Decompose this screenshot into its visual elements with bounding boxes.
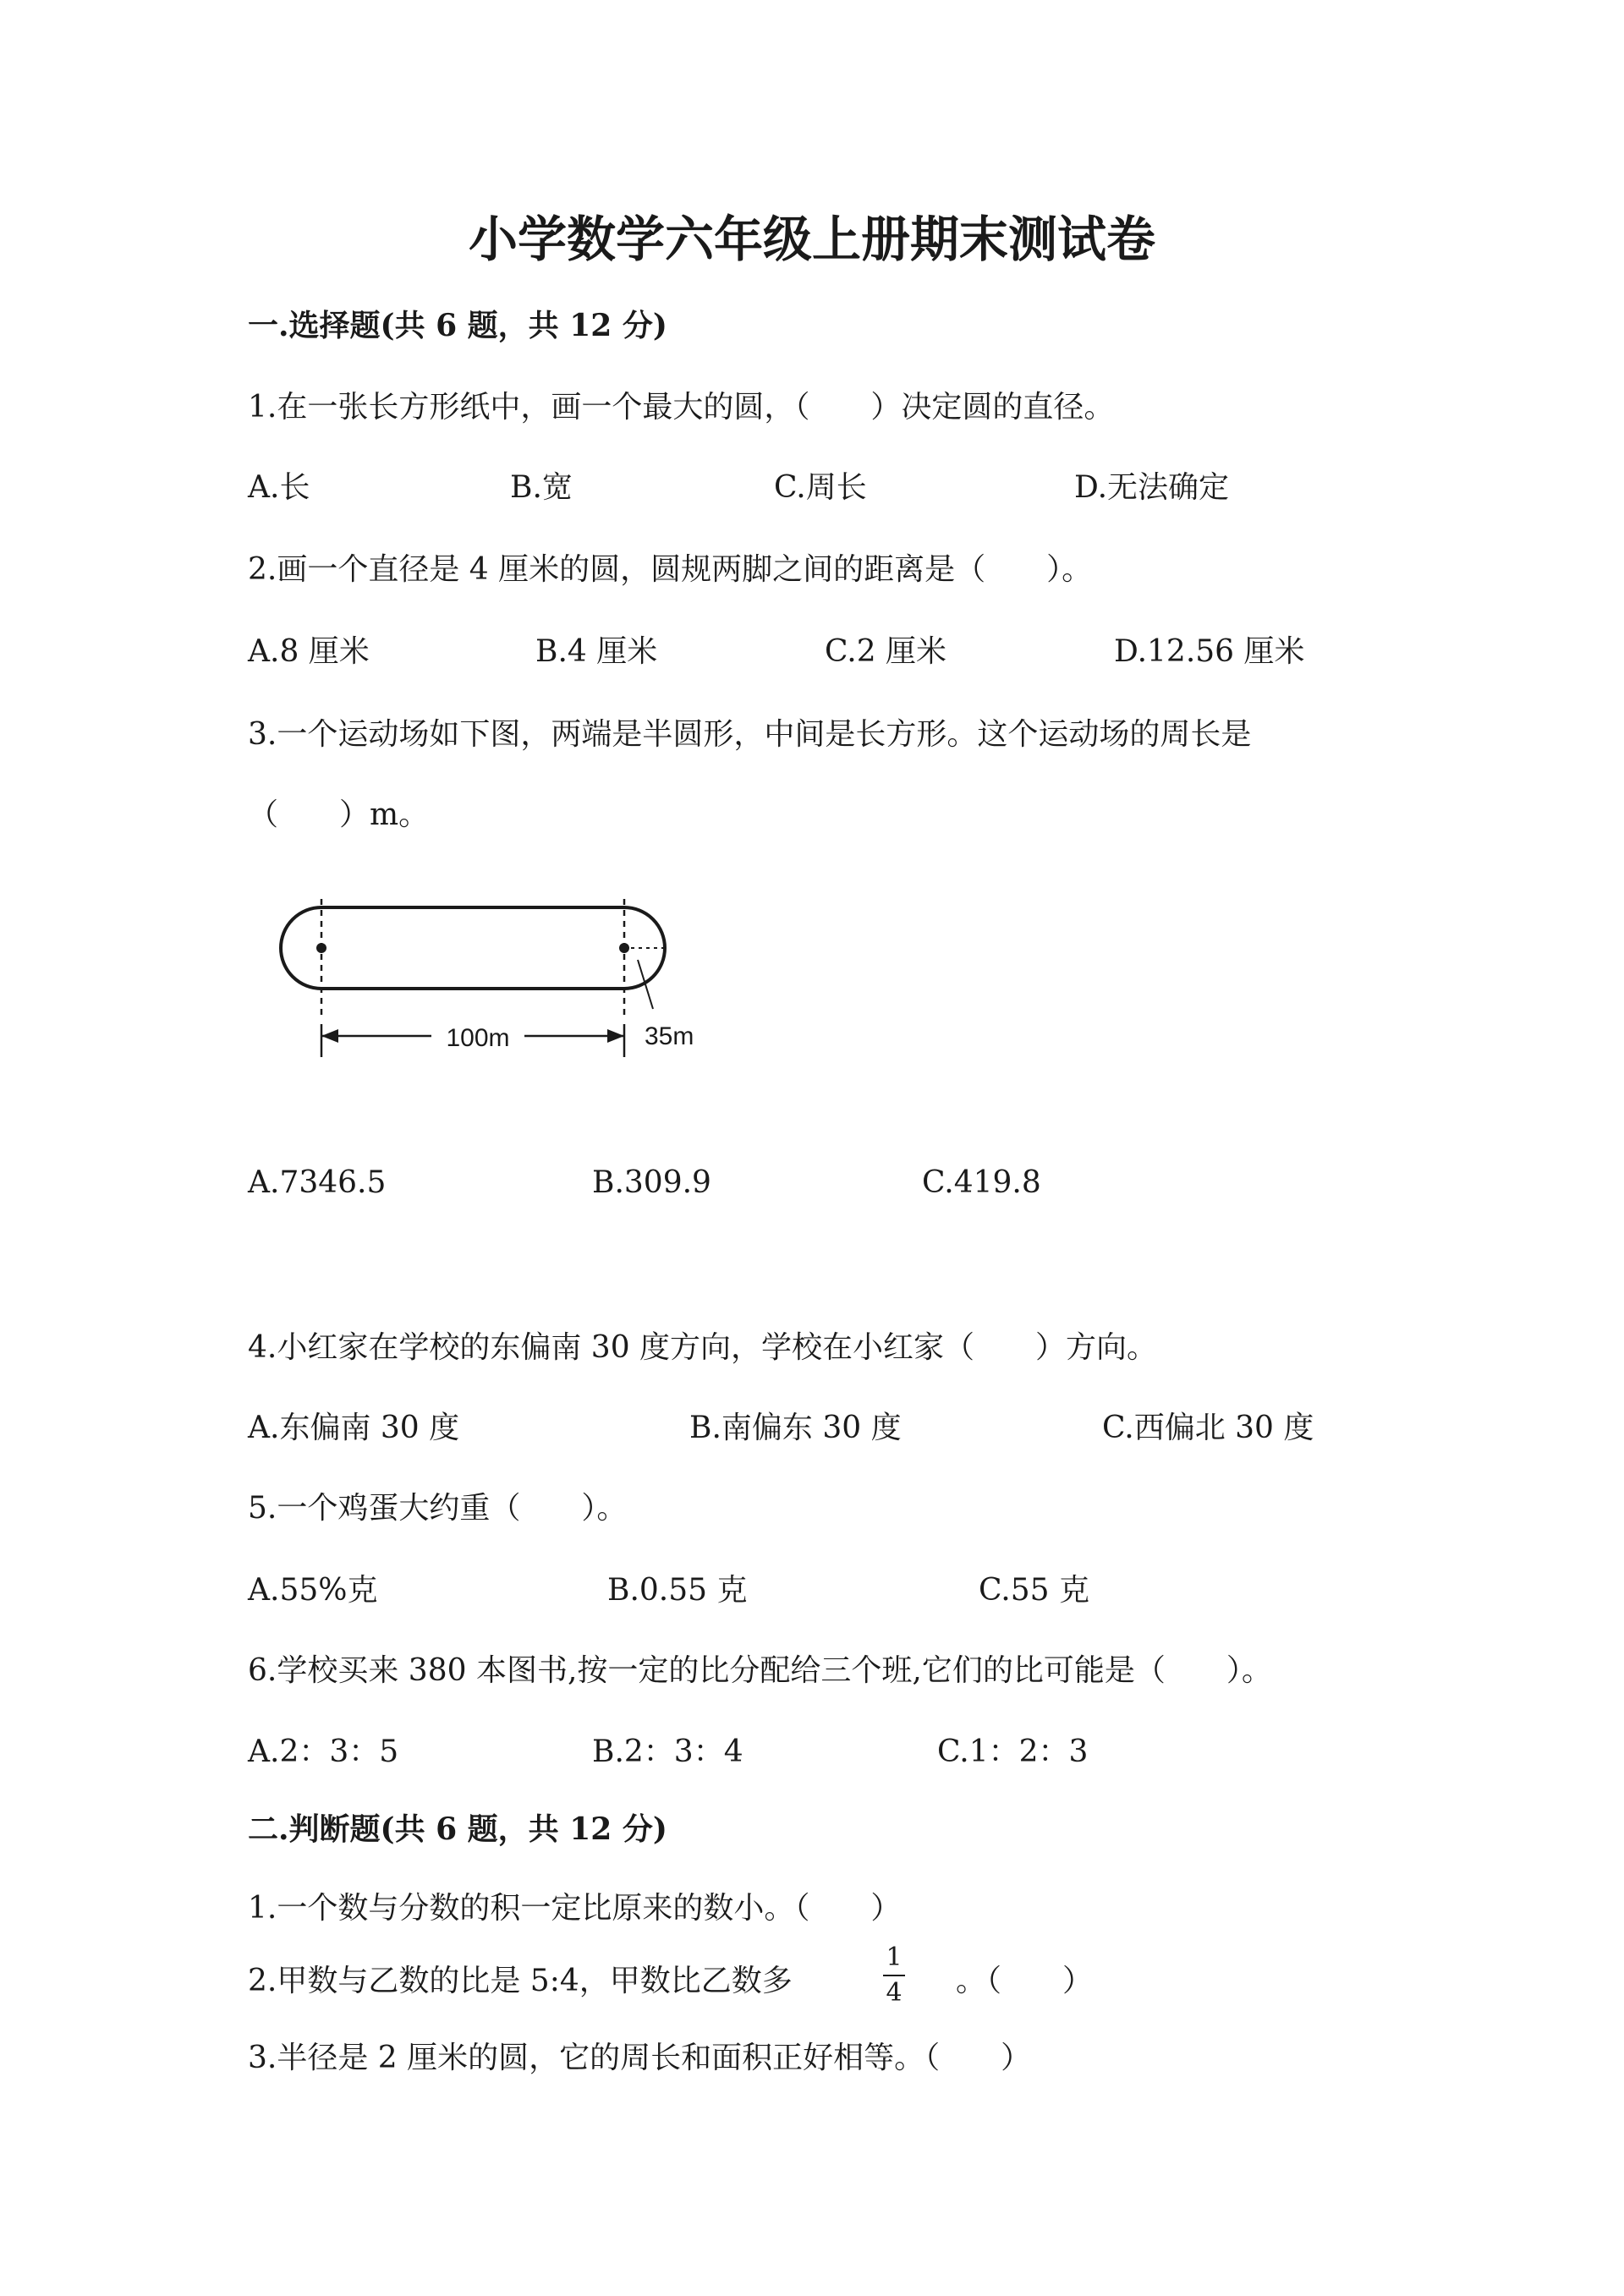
option-b[interactable]: B.宽 [510,470,573,505]
option-c[interactable]: C.周长 [774,470,867,505]
question-text: 4.小红家在学校的东偏南 30 度方向，学校在小红家（ ）方向。 [248,1330,1158,1365]
option-d[interactable]: D.无法确定 [1074,470,1230,505]
question-text-continued: （ ）m。 [248,797,430,832]
arrow-right [607,1029,624,1043]
question-text: 1.一个数与分数的积一定比原来的数小。（ ） [248,1891,902,1926]
question-text-tail: 。（ ） [956,1964,1094,1998]
option-a[interactable]: A.55%克 [248,1573,378,1608]
option-c[interactable]: C.55 克 [979,1573,1089,1608]
option-c[interactable]: C.西偏北 30 度 [1102,1411,1314,1445]
question-text: 1.在一张长方形纸中，画一个最大的圆，（ ）决定圆的直径。 [248,390,1115,425]
option-c[interactable]: C.419.8 [922,1165,1041,1200]
question-text: 3.半径是 2 厘米的圆，它的周长和面积正好相等。（ ） [248,2041,1032,2075]
fraction-bar [883,1975,905,1976]
radius-label: 35m [645,1022,694,1050]
left-center-dot [316,943,326,953]
question-text: 5.一个鸡蛋大约重（ ）。 [248,1491,628,1526]
question-text: 2.甲数与乙数的比是 5:4，甲数比乙数多 [248,1964,793,1998]
option-b[interactable]: B.4 厘米 [535,634,658,669]
right-center-dot [619,943,629,953]
section-heading-choice: 一.选择题(共 6 题，共 12 分) [248,308,667,343]
option-b[interactable]: B.2：3：4 [592,1734,743,1769]
option-b[interactable]: B.0.55 克 [607,1573,748,1608]
option-a[interactable]: A.东偏南 30 度 [248,1411,460,1445]
option-a[interactable]: A.长 [248,470,310,505]
arrow-left [321,1029,338,1043]
option-a[interactable]: A.7346.5 [248,1165,387,1200]
fraction [877,1943,911,2008]
option-a[interactable]: A.2：3：5 [248,1734,399,1769]
track-figure [254,884,727,1066]
length-label: 100m [446,1024,510,1052]
option-c[interactable]: C.1：2：3 [937,1734,1089,1769]
section-heading-judgement: 二.判断题(共 6 题，共 12 分) [248,1811,667,1847]
fraction-denominator: 4 [886,1978,903,2008]
option-c[interactable]: C.2 厘米 [825,634,947,669]
page-title: 小学数学六年级上册期末测试卷 [468,211,1155,268]
question-text: 2.画一个直径是 4 厘米的圆，圆规两脚之间的距离是（ ）。 [248,552,1093,587]
fraction-numerator: 1 [886,1943,903,1972]
question-text: 3.一个运动场如下图，两端是半圆形，中间是长方形。这个运动场的周长是 [248,717,1252,752]
question-text: 6.学校买来 380 本图书,按一定的比分配给三个班,它们的比可能是（ ）。 [248,1653,1272,1688]
option-d[interactable]: D.12.56 厘米 [1114,634,1305,669]
track-outline [281,907,665,989]
option-b[interactable]: B.309.9 [592,1165,711,1200]
option-a[interactable]: A.8 厘米 [248,634,370,669]
option-b[interactable]: B.南偏东 30 度 [689,1411,902,1445]
